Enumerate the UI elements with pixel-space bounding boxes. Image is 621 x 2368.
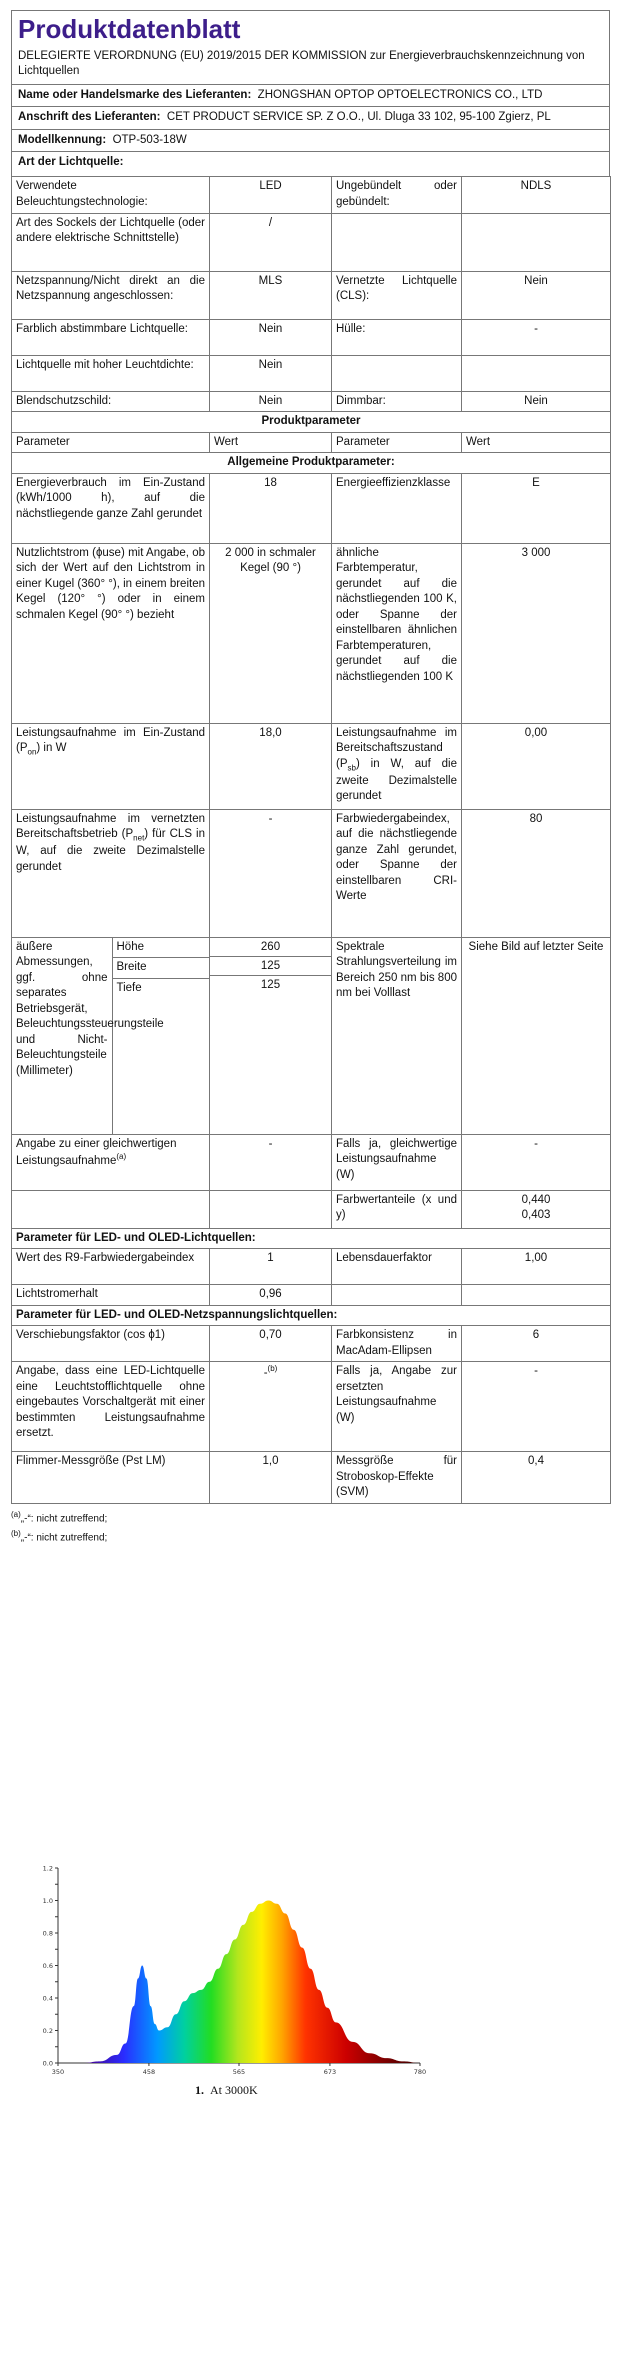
row-label: Verwendete Beleuchtungstechnologie: [12, 177, 210, 213]
table-row [12, 723, 611, 809]
label-part: ) für CLS in W, auf die zweite Dezimalstelle gerundet [16, 828, 205, 873]
y-tick-label: 1.0 [42, 1897, 53, 1905]
footnote-mark: (a) [11, 1509, 21, 1519]
header-box [11, 10, 610, 85]
row-value [462, 1285, 611, 1306]
row-value: NDLS [462, 177, 611, 213]
row-value: Siehe Bild auf letzter Seite [462, 937, 611, 1134]
table-row [12, 355, 611, 391]
row-label: Angabe, dass eine LED-Lichtquelle eine Leuchtstofflichtquelle ohne eingebautes Vorschaltgerät mit einer bestimmten Leistungsaufnahme ersetzt. [12, 1362, 210, 1452]
col-value: Wert [462, 432, 611, 453]
table-row [12, 543, 611, 723]
dim-key: Tiefe [116, 981, 142, 994]
row-value: E [462, 473, 611, 543]
row-value: 18 [210, 473, 332, 543]
y-tick-label: 0.4 [42, 1994, 53, 2003]
row-label [332, 1285, 462, 1306]
row-value: Nein [210, 391, 332, 412]
row-label: Farblich abstimmbare Lichtquelle: [12, 319, 210, 355]
row-value: 1,00 [462, 1249, 611, 1285]
address-value: CET PRODUCT SERVICE SP. Z O.O., Ul. Dluga 33 102, 95-100 Zgierz, PL [166, 111, 551, 124]
params-header: Produktparameter [12, 412, 611, 433]
row-value: Nein [462, 391, 611, 412]
column-header-row [12, 432, 611, 453]
footnote-text: „-“: nicht zutreffend; [20, 1532, 108, 1544]
row-label: Flimmer-Messgröße (Pst LM) [12, 1452, 210, 1504]
row-label: Netzspannung/Nicht direkt an die Netzspannung angeschlossen: [12, 271, 210, 319]
footnote-ref: (a) [116, 1152, 127, 1162]
label-part: Leistungsaufnahme im Ein-Zustand (P [16, 726, 205, 755]
chroma-y: 0,403 [521, 1209, 551, 1222]
row-label: Farbwiedergabeindex, auf die nächstliegende ganze Zahl gerundet, oder Spanne der einstellbaren CRI-Werte [332, 809, 462, 937]
row-label: Falls ja, Angabe zur ersetzten Leistungsaufnahme (W) [332, 1362, 462, 1452]
row-label: Spektrale Strahlungsverteilung im Bereich 250 nm bis 800 nm bei Volllast [332, 937, 462, 1134]
footnote [11, 1527, 610, 1546]
row-label: Ungebündelt oder gebündelt: [332, 177, 462, 213]
row-value: Nein [210, 319, 332, 355]
light-type-header-row [11, 152, 610, 176]
footnote [11, 1508, 610, 1527]
chroma-x: 0,440 [521, 1193, 551, 1206]
table-row [12, 809, 611, 937]
dim-value: 125 [260, 978, 281, 991]
row-value: 0,96 [210, 1285, 332, 1306]
row-value [462, 1190, 611, 1228]
row-label: Art des Sockels der Lichtquelle (oder andere elektrische Schnittstelle) [12, 213, 210, 271]
row-label: Vernetzte Lichtquelle (CLS): [332, 271, 462, 319]
table-row [12, 271, 611, 319]
row-label [332, 213, 462, 271]
row-label: Verschiebungsfaktor (cos ϕ1) [12, 1326, 210, 1362]
row-value: / [210, 213, 332, 271]
supplier-row [11, 85, 610, 108]
row-value: 3 000 [462, 543, 611, 723]
row-label: ähnliche Farbtemperatur, gerundet auf die nächstliegenden 100 K, oder Spanne der einstellbaren ähnlichen Farbtemperaturen, gerundet auf die nächstliegenden 100 K [332, 543, 462, 723]
label-part: ) in W [36, 742, 67, 755]
y-tick-label: 0.2 [42, 2027, 53, 2035]
row-value: LED [210, 177, 332, 213]
regulation-subtitle: DELEGIERTE VERORDNUNG (EU) 2019/2015 DER KOMMISSION zur Energieverbrauchskennzeichnung von Lichtquellen [18, 49, 585, 78]
table-row [12, 213, 611, 271]
datasheet [11, 10, 610, 1546]
table-row [12, 1362, 611, 1452]
row-label: Energieeffizienzklasse [332, 473, 462, 543]
footnotes [11, 1508, 610, 1547]
x-tick-label: 458 [142, 2068, 156, 2076]
table-row [12, 1190, 611, 1228]
params-header-row [12, 412, 611, 433]
row-value: 0,70 [210, 1326, 332, 1362]
row-label [12, 723, 210, 809]
general-header-row [12, 453, 611, 474]
row-label [12, 1134, 210, 1190]
page-title: Produktdatenblatt [18, 14, 241, 44]
row-value [462, 213, 611, 271]
table-row [12, 319, 611, 355]
led-header: Parameter für LED- und OLED-Lichtquellen: [12, 1228, 611, 1249]
row-label: Farbwertanteile (x und y) [332, 1190, 462, 1228]
address-label: Anschrift des Lieferanten: [18, 111, 161, 124]
x-tick-label: 780 [413, 2068, 427, 2076]
model-label: Modellkennung: [18, 133, 107, 146]
figure-caption [195, 2082, 258, 2098]
dim-key: Breite [112, 958, 210, 979]
col-param: Parameter [12, 432, 210, 453]
row-label: Blendschutzschild: [12, 391, 210, 412]
row-label: Wert des R9-Farbwiedergabeindex [12, 1249, 210, 1285]
row-value [462, 355, 611, 391]
supplier-label: Name oder Handelsmarke des Lieferanten: [18, 88, 252, 101]
row-label: Lichtstromerhalt [12, 1285, 210, 1306]
y-tick-label: 0.6 [42, 1962, 53, 1970]
light-type-header: Art der Lichtquelle: [18, 156, 124, 169]
row-value: Nein [210, 355, 332, 391]
dimensions-cell [12, 937, 210, 1134]
row-value: 0,00 [462, 723, 611, 809]
general-header: Allgemeine Produktparameter: [12, 453, 611, 474]
row-value: MLS [210, 271, 332, 319]
dims-label: äußere Abmessungen, ggf. ohne separates Betriebsgerät, Beleuchtungssteuerungsteile und Nicht-Beleuchtungsteile (Millimeter) [12, 938, 112, 1134]
dimensions-row [12, 937, 611, 1134]
row-value: 2 000 in schmaler Kegel (90 °) [210, 543, 332, 723]
supplier-value: ZHONGSHAN OPTOP OPTOELECTRONICS CO., LTD [257, 88, 543, 101]
row-value: 1 [210, 1249, 332, 1285]
dim-value: 260 [210, 938, 331, 957]
row-value: 1,0 [210, 1452, 332, 1504]
row-label: Energieverbrauch im Ein-Zustand (kWh/1000 h), auf die nächstliegende ganze Zahl gerundet [12, 473, 210, 543]
mains-header-row [12, 1305, 611, 1326]
row-value: - [210, 809, 332, 937]
caption-text: At 3000K [210, 2083, 258, 2097]
dim-key: Höhe [112, 938, 210, 958]
row-label: Lebensdauerfaktor [332, 1249, 462, 1285]
row-value: 18,0 [210, 723, 332, 809]
footnote-ref: (b) [267, 1364, 278, 1374]
row-value: 80 [462, 809, 611, 937]
row-label: Hülle: [332, 319, 462, 355]
row-value: 6 [462, 1326, 611, 1362]
row-label [12, 809, 210, 937]
spectrum-area [83, 1901, 420, 2064]
table-row [12, 1326, 611, 1362]
led-header-row [12, 1228, 611, 1249]
value-part: - [263, 1366, 268, 1379]
dimensions-subtable [12, 938, 210, 1134]
x-tick-label: 565 [232, 2068, 246, 2076]
row-value: 0,4 [462, 1452, 611, 1504]
label-sub: sb [347, 762, 356, 772]
model-row [11, 130, 610, 153]
label-part: Leistungsaufnahme im vernetzten Bereitschaftsbetrieb (P [16, 812, 205, 841]
table-row [12, 177, 611, 213]
spectrum-chart [40, 1858, 440, 2098]
spec-table [11, 176, 611, 1503]
label-sub: net [133, 833, 145, 843]
label-part: Leistungsaufnahme im Bereitschaftszustand (P [336, 726, 457, 770]
row-value: - [462, 1362, 611, 1452]
row-value: - [462, 319, 611, 355]
y-tick-label: 0.8 [42, 1929, 53, 1938]
label-part: ) in W, auf die zweite Dezimalstelle gerundet [336, 757, 457, 803]
row-value [210, 1362, 332, 1452]
dimensions-values [210, 937, 332, 1134]
model-value: OTP-503-18W [112, 133, 187, 146]
label-sub: on [27, 747, 37, 757]
row-label [332, 723, 462, 809]
footnote-mark: (b) [11, 1529, 21, 1539]
label-part: Angabe zu einer gleichwertigen Leistungsaufnahme [16, 1137, 177, 1167]
dim-value: 125 [210, 957, 331, 976]
row-label [332, 355, 462, 391]
row-value: - [462, 1134, 611, 1190]
table-row [12, 1452, 611, 1504]
row-label: Lichtquelle mit hoher Leuchtdichte: [12, 355, 210, 391]
mains-header: Parameter für LED- und OLED-Netzspannungslichtquellen: [12, 1305, 611, 1326]
col-value: Wert [210, 432, 332, 453]
footnote-text: „-“: nicht zutreffend; [20, 1513, 108, 1525]
row-label: Nutzlichtstrom (ϕuse) mit Angabe, ob sich der Wert auf den Lichtstrom in einer Kugel (360° °), in einem breiten Kegel (120° °) oder in einem schmalen Kegel (90° °) bezieht [12, 543, 210, 723]
y-tick-label: 1.2 [42, 1864, 53, 1873]
row-value: - [210, 1134, 332, 1190]
y-tick-label: 0.0 [42, 2059, 53, 2068]
table-row [12, 1249, 611, 1285]
x-tick-label: 350 [51, 2068, 65, 2076]
row-label: Messgröße für Stroboskop-Effekte (SVM) [332, 1452, 462, 1504]
caption-number: 1. [195, 2083, 204, 2097]
table-row [12, 1134, 611, 1190]
table-row [12, 391, 611, 412]
row-value: Nein [462, 271, 611, 319]
table-row [12, 473, 611, 543]
table-row [12, 1285, 611, 1306]
row-label: Dimmbar: [332, 391, 462, 412]
spectrum-svg [40, 1858, 440, 2083]
row-label: Farbkonsistenz in MacAdam-Ellipsen [332, 1326, 462, 1362]
x-tick-label: 673 [323, 2068, 337, 2076]
col-param: Parameter [332, 432, 462, 453]
row-label: Falls ja, gleichwertige Leistungsaufnahme (W) [332, 1134, 462, 1190]
address-row [11, 107, 610, 130]
